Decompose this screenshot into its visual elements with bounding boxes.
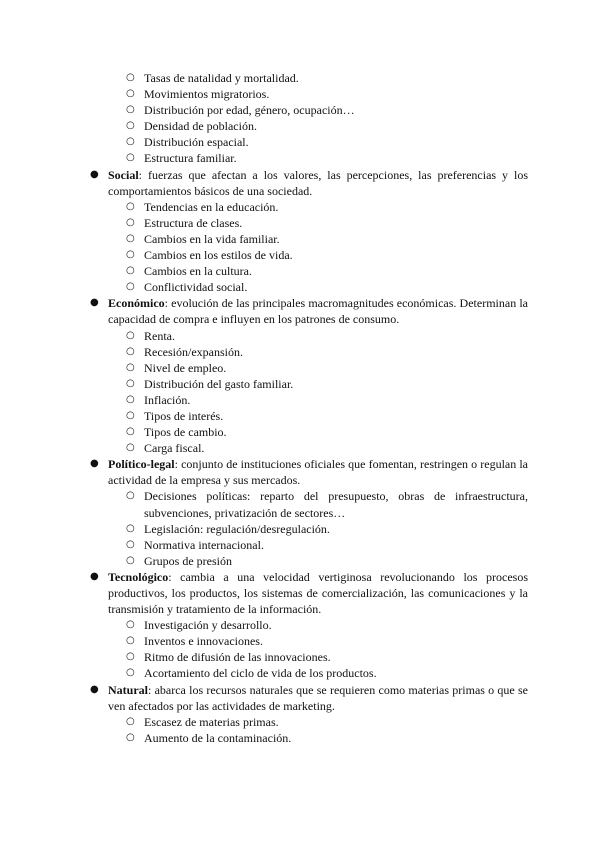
sub-list-item [0,392,600,408]
circle-bullet-icon: ○ [126,490,135,502]
sub-item-text: Tipos de cambio. [144,425,227,440]
circle-bullet-icon: ○ [126,715,135,727]
sub-item-text: Distribución espacial. [144,135,249,150]
circle-bullet-icon: ○ [126,120,135,132]
sub-list-item [0,488,600,520]
sub-item-text: Distribución del gasto familiar. [144,376,294,391]
circle-bullet-icon: ○ [126,731,135,743]
factor-description: : fuerzas que afectan a los valores, las percepciones, las preferencias y los comportamientos básicos de una sociedad. [108,167,528,198]
sub-list-item [0,263,600,279]
sub-item-text: Grupos de presión [144,553,232,568]
circle-bullet-icon: ○ [126,619,135,631]
circle-bullet-icon: ○ [126,393,135,405]
sub-item-text: Investigación y desarrollo. [144,618,272,633]
sub-list-item [0,199,600,215]
sub-list-item [0,231,600,247]
circle-bullet-icon: ○ [126,152,135,164]
circle-bullet-icon: ○ [126,265,135,277]
factor-paragraph [0,167,600,199]
sub-item-text: Tipos de interés. [144,408,224,423]
factor-paragraph [0,456,600,488]
factor-paragraph [0,569,600,617]
sub-item-text: Inflación. [144,392,191,407]
bullet-icon: ● [90,570,99,582]
factor-natural [0,682,600,746]
sub-item-text: Densidad de población. [144,119,257,134]
factor-term: Social [108,167,139,182]
factor-paragraph [0,682,600,714]
sub-item-text: Ritmo de difusión de las innovaciones. [144,650,331,665]
sub-list-item [0,215,600,231]
sub-item-text: Escasez de materias primas. [144,714,279,729]
circle-bullet-icon: ○ [126,409,135,421]
circle-bullet-icon: ○ [126,361,135,373]
factor-term: Tecnológico [108,569,169,584]
sub-item-text: Conflictividad social. [144,280,248,295]
circle-bullet-icon: ○ [126,442,135,454]
circle-bullet-icon: ○ [126,232,135,244]
factor-description: : evolución de las principales macromagnitudes económicas. Determinan la capacidad de compra e influyen en los patrones de consumo. [108,296,528,327]
sub-list-item [0,86,600,102]
circle-bullet-icon: ○ [126,345,135,357]
circle-bullet-icon: ○ [126,522,135,534]
factor-paragraph [0,295,600,327]
circle-bullet-icon: ○ [126,216,135,228]
factor-tecnologico [0,569,600,682]
sub-item-text: Normativa internacional. [144,537,264,552]
factor-economico [0,295,600,456]
sub-item-text: Distribución por edad, género, ocupación… [144,103,355,118]
bullet-icon: ● [90,683,99,695]
factor-sublist [0,328,600,457]
sub-item-text: Nivel de empleo. [144,360,227,375]
sub-item-text: Estructura de clases. [144,215,243,230]
factor-description: : abarca los recursos naturales que se requieren como materias primas o que se ven afectados por las actividades de marketing. [108,682,528,713]
factor-sublist [0,488,600,568]
sub-item-text: Inventos e innovaciones. [144,634,263,649]
circle-bullet-icon: ○ [126,554,135,566]
leading-sublist [0,70,600,167]
sub-item-text: Cambios en la vida familiar. [144,231,280,246]
circle-bullet-icon: ○ [126,200,135,212]
sub-list-item [0,730,600,746]
sub-item-text: Estructura familiar. [144,151,237,166]
factor-sublist [0,199,600,296]
sub-list-item [0,665,600,681]
factor-description: : conjunto de instituciones oficiales que fomentan, restringen o regulan la actividad de la empresa y sus mercados. [108,457,528,488]
circle-bullet-icon: ○ [126,72,135,83]
sub-item-text: Acortamiento del ciclo de vida de los productos. [144,666,377,681]
bullet-icon: ● [90,297,99,309]
factor-politico-legal [0,456,600,569]
sub-list-item [0,537,600,553]
factor-sublist [0,714,600,746]
sub-item-text: Renta. [144,328,175,343]
sub-list-item [0,150,600,166]
sub-item-text: Tendencias en la educación. [144,199,279,214]
circle-bullet-icon: ○ [126,88,135,100]
factor-social [0,167,600,296]
circle-bullet-icon: ○ [126,651,135,663]
sub-item-text: Aumento de la contaminación. [144,730,292,745]
circle-bullet-icon: ○ [126,249,135,261]
circle-bullet-icon: ○ [126,377,135,389]
circle-bullet-icon: ○ [126,329,135,341]
sub-list-item [0,649,600,665]
sub-list-item [0,376,600,392]
circle-bullet-icon: ○ [126,538,135,550]
circle-bullet-icon: ○ [126,281,135,293]
sub-list-item [0,134,600,150]
sub-list-item [0,633,600,649]
circle-bullet-icon: ○ [126,426,135,438]
circle-bullet-icon: ○ [126,635,135,647]
sub-list-item [0,279,600,295]
bullet-icon: ● [90,458,99,470]
sub-list-item [0,360,600,376]
sub-item-text: Movimientos migratorios. [144,87,270,102]
sub-item-text: Cambios en los estilos de vida. [144,248,293,263]
factor-term: Natural [108,682,148,697]
factor-sublist [0,617,600,681]
sub-item-text: Tasas de natalidad y mortalidad. [144,71,299,85]
sub-item-text: Carga fiscal. [144,441,205,456]
factor-term: Político-legal [108,457,175,472]
sub-item-text: Decisiones políticas: reparto del presupuesto, obras de infraestructura, subvenciones, privatización de sectores… [144,489,528,520]
sub-list-item [0,328,600,344]
sub-item-text: Cambios en la cultura. [144,264,252,279]
circle-bullet-icon: ○ [126,667,135,679]
sub-list-item [0,408,600,424]
document-page [0,70,600,746]
bullet-icon: ● [90,168,99,180]
circle-bullet-icon: ○ [126,104,135,116]
sub-list-item [0,102,600,118]
sub-list-item [0,553,600,569]
sub-list-item [0,424,600,440]
sub-list-item [0,714,600,730]
sub-list-item [0,118,600,134]
sub-list-item [0,70,600,86]
environment-factor-list [0,167,600,746]
sub-list-item [0,617,600,633]
sub-item-text: Legislación: regulación/desregulación. [144,521,330,536]
factor-description: : cambia a una velocidad vertiginosa revolucionando los procesos productivos, los productos, los sistemas de comercialización, las comunicaciones y la transmisión y tratamiento de la información. [108,569,528,617]
sub-list-item [0,440,600,456]
sub-list-item [0,247,600,263]
factor-term: Económico [108,296,165,311]
sub-item-text: Recesión/expansión. [144,344,243,359]
sub-list-item [0,344,600,360]
sub-list-item [0,521,600,537]
circle-bullet-icon: ○ [126,136,135,148]
